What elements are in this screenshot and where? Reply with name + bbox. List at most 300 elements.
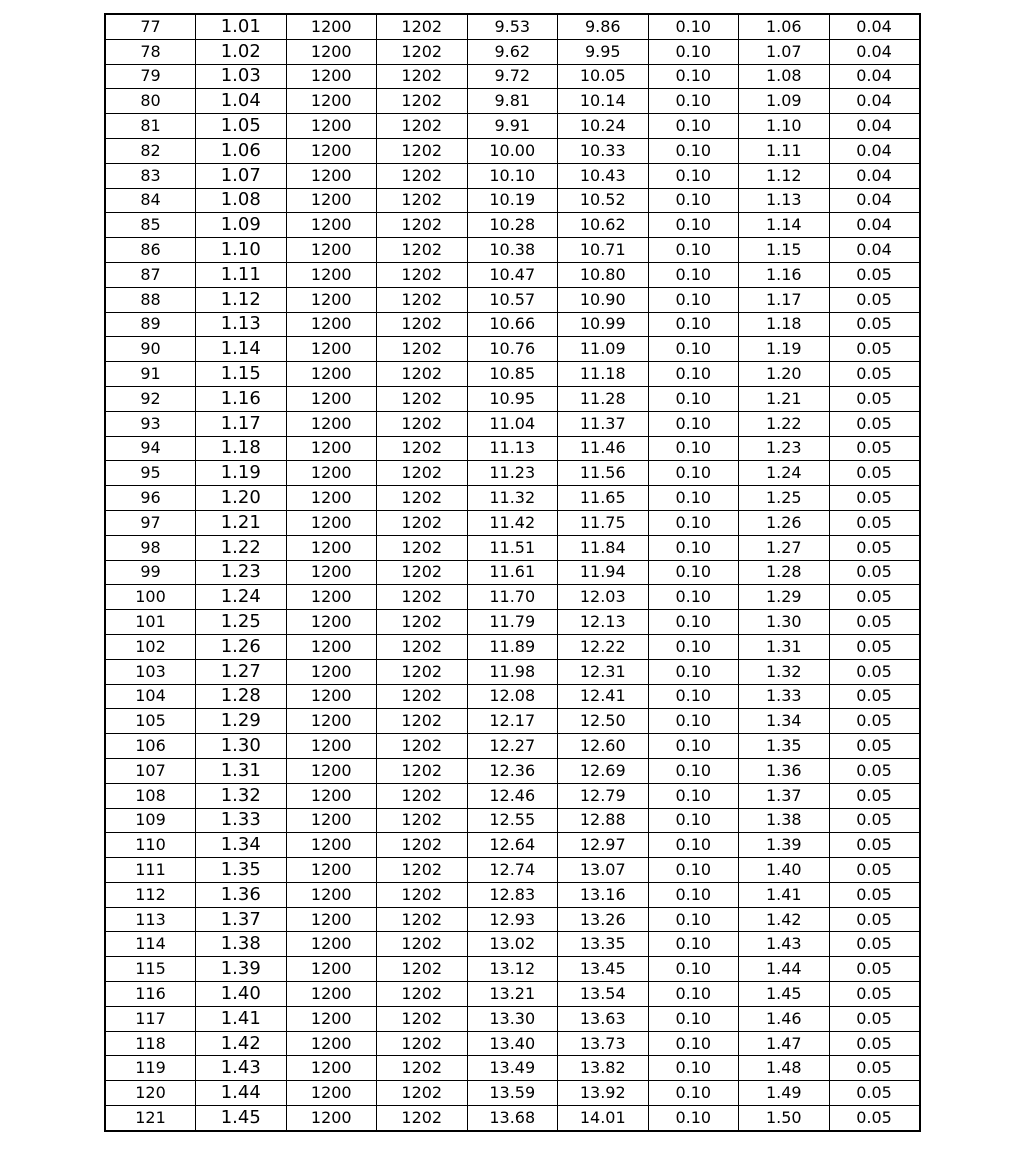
table-cell-col-4: 1202 (377, 560, 468, 585)
table-cell-col-6: 12.41 (558, 684, 649, 709)
table-cell-col-8: 1.48 (739, 1056, 830, 1081)
table-cell-col-9: 0.05 (829, 833, 920, 858)
table-cell-col-1: 102 (105, 634, 196, 659)
table-row (105, 510, 920, 535)
table-cell-col-8: 1.41 (739, 882, 830, 907)
table-row (105, 188, 920, 213)
table-cell-col-4: 1202 (377, 907, 468, 932)
table-cell-col-3: 1200 (286, 238, 377, 263)
table-cell-col-2: 1.39 (196, 957, 287, 982)
table-cell-col-8: 1.31 (739, 634, 830, 659)
table-cell-col-5: 11.51 (467, 535, 558, 560)
table-cell-col-4: 1202 (377, 982, 468, 1007)
table-cell-col-2: 1.32 (196, 783, 287, 808)
table-cell-col-5: 11.89 (467, 634, 558, 659)
table-cell-col-3: 1200 (286, 362, 377, 387)
table-cell-col-2: 1.09 (196, 213, 287, 238)
table-row (105, 362, 920, 387)
table-row (105, 312, 920, 337)
table-cell-col-8: 1.33 (739, 684, 830, 709)
table-cell-col-7: 0.10 (648, 535, 739, 560)
table-cell-col-9: 0.05 (829, 734, 920, 759)
table-cell-col-4: 1202 (377, 1006, 468, 1031)
table-cell-col-5: 13.21 (467, 982, 558, 1007)
table-cell-col-6: 12.50 (558, 709, 649, 734)
table-cell-col-9: 0.05 (829, 1031, 920, 1056)
table-cell-col-1: 91 (105, 362, 196, 387)
table-cell-col-1: 112 (105, 882, 196, 907)
table-row (105, 213, 920, 238)
table-cell-col-1: 119 (105, 1056, 196, 1081)
table-cell-col-1: 116 (105, 982, 196, 1007)
table-cell-col-7: 0.10 (648, 411, 739, 436)
table-cell-col-6: 12.31 (558, 659, 649, 684)
table-cell-col-5: 12.64 (467, 833, 558, 858)
table-cell-col-1: 77 (105, 14, 196, 39)
table-cell-col-7: 0.10 (648, 709, 739, 734)
table-cell-col-2: 1.01 (196, 14, 287, 39)
table-cell-col-2: 1.19 (196, 461, 287, 486)
table-cell-col-6: 11.94 (558, 560, 649, 585)
table-cell-col-6: 11.09 (558, 337, 649, 362)
table-cell-col-7: 0.10 (648, 758, 739, 783)
table-cell-col-9: 0.05 (829, 932, 920, 957)
table-cell-col-8: 1.13 (739, 188, 830, 213)
table-cell-col-2: 1.08 (196, 188, 287, 213)
table-cell-col-8: 1.42 (739, 907, 830, 932)
table-cell-col-3: 1200 (286, 386, 377, 411)
table-cell-col-2: 1.07 (196, 163, 287, 188)
table-cell-col-8: 1.27 (739, 535, 830, 560)
table-cell-col-4: 1202 (377, 808, 468, 833)
table-cell-col-5: 12.17 (467, 709, 558, 734)
table-cell-col-6: 13.45 (558, 957, 649, 982)
table-cell-col-6: 13.35 (558, 932, 649, 957)
table-cell-col-9: 0.05 (829, 510, 920, 535)
table-cell-col-7: 0.10 (648, 957, 739, 982)
table-cell-col-6: 12.79 (558, 783, 649, 808)
table-cell-col-3: 1200 (286, 461, 377, 486)
table-cell-col-8: 1.25 (739, 486, 830, 511)
table-cell-col-5: 13.12 (467, 957, 558, 982)
table-cell-col-1: 110 (105, 833, 196, 858)
table-cell-col-9: 0.04 (829, 188, 920, 213)
table-cell-col-4: 1202 (377, 858, 468, 883)
table-cell-col-3: 1200 (286, 213, 377, 238)
table-cell-col-7: 0.10 (648, 1056, 739, 1081)
table-cell-col-5: 11.13 (467, 436, 558, 461)
table-row (105, 411, 920, 436)
table-cell-col-8: 1.26 (739, 510, 830, 535)
table-cell-col-4: 1202 (377, 684, 468, 709)
table-cell-col-1: 118 (105, 1031, 196, 1056)
table-cell-col-6: 11.46 (558, 436, 649, 461)
table-cell-col-1: 84 (105, 188, 196, 213)
table-cell-col-1: 85 (105, 213, 196, 238)
table-cell-col-3: 1200 (286, 957, 377, 982)
table-cell-col-2: 1.14 (196, 337, 287, 362)
table-cell-col-5: 12.74 (467, 858, 558, 883)
table-cell-col-3: 1200 (286, 585, 377, 610)
table-cell-col-1: 104 (105, 684, 196, 709)
table-cell-col-4: 1202 (377, 262, 468, 287)
table-cell-col-6: 14.01 (558, 1106, 649, 1131)
table-cell-col-5: 10.57 (467, 287, 558, 312)
table-cell-col-2: 1.35 (196, 858, 287, 883)
table-cell-col-9: 0.05 (829, 585, 920, 610)
table-cell-col-5: 10.28 (467, 213, 558, 238)
table-cell-col-8: 1.22 (739, 411, 830, 436)
table-cell-col-4: 1202 (377, 783, 468, 808)
table-cell-col-9: 0.05 (829, 907, 920, 932)
table-cell-col-8: 1.29 (739, 585, 830, 610)
table-row (105, 461, 920, 486)
table-cell-col-6: 10.52 (558, 188, 649, 213)
table-cell-col-6: 13.16 (558, 882, 649, 907)
table-cell-col-6: 11.37 (558, 411, 649, 436)
table-cell-col-8: 1.49 (739, 1081, 830, 1106)
table-cell-col-7: 0.10 (648, 585, 739, 610)
table-cell-col-3: 1200 (286, 312, 377, 337)
table-cell-col-4: 1202 (377, 486, 468, 511)
table-cell-col-1: 120 (105, 1081, 196, 1106)
table-cell-col-1: 79 (105, 64, 196, 89)
table-cell-col-1: 78 (105, 39, 196, 64)
table-row (105, 734, 920, 759)
table-cell-col-7: 0.10 (648, 39, 739, 64)
table-cell-col-9: 0.05 (829, 982, 920, 1007)
table-cell-col-6: 11.65 (558, 486, 649, 511)
table-cell-col-8: 1.44 (739, 957, 830, 982)
table-cell-col-7: 0.10 (648, 982, 739, 1007)
table-cell-col-7: 0.10 (648, 907, 739, 932)
table-cell-col-5: 13.49 (467, 1056, 558, 1081)
table-cell-col-5: 11.23 (467, 461, 558, 486)
table-cell-col-5: 9.81 (467, 89, 558, 114)
table-row (105, 833, 920, 858)
table-cell-col-1: 95 (105, 461, 196, 486)
table-cell-col-9: 0.05 (829, 659, 920, 684)
table-cell-col-2: 1.28 (196, 684, 287, 709)
table-row (105, 64, 920, 89)
table-cell-col-9: 0.05 (829, 783, 920, 808)
table-cell-col-5: 10.76 (467, 337, 558, 362)
table-cell-col-8: 1.06 (739, 14, 830, 39)
table-cell-col-2: 1.26 (196, 634, 287, 659)
table-cell-col-2: 1.12 (196, 287, 287, 312)
table-cell-col-4: 1202 (377, 932, 468, 957)
table-cell-col-1: 89 (105, 312, 196, 337)
table-cell-col-9: 0.05 (829, 560, 920, 585)
table-cell-col-7: 0.10 (648, 932, 739, 957)
table-row (105, 634, 920, 659)
table-row (105, 1106, 920, 1131)
table-cell-col-2: 1.10 (196, 238, 287, 263)
table-cell-col-2: 1.17 (196, 411, 287, 436)
table-cell-col-7: 0.10 (648, 1106, 739, 1131)
table-cell-col-2: 1.43 (196, 1056, 287, 1081)
table-cell-col-1: 114 (105, 932, 196, 957)
table-cell-col-9: 0.05 (829, 386, 920, 411)
table-cell-col-4: 1202 (377, 634, 468, 659)
table-cell-col-7: 0.10 (648, 287, 739, 312)
table-cell-col-2: 1.05 (196, 114, 287, 139)
table-cell-col-6: 11.75 (558, 510, 649, 535)
table-cell-col-8: 1.37 (739, 783, 830, 808)
table-cell-col-3: 1200 (286, 411, 377, 436)
table-cell-col-3: 1200 (286, 138, 377, 163)
table-cell-col-7: 0.10 (648, 1006, 739, 1031)
table-cell-col-4: 1202 (377, 312, 468, 337)
table-cell-col-1: 107 (105, 758, 196, 783)
table-cell-col-4: 1202 (377, 14, 468, 39)
table-cell-col-3: 1200 (286, 1056, 377, 1081)
table-row (105, 709, 920, 734)
table-cell-col-7: 0.10 (648, 188, 739, 213)
table-cell-col-8: 1.30 (739, 610, 830, 635)
table-cell-col-9: 0.05 (829, 1056, 920, 1081)
table-cell-col-6: 12.13 (558, 610, 649, 635)
table-cell-col-8: 1.18 (739, 312, 830, 337)
table-cell-col-5: 13.40 (467, 1031, 558, 1056)
table-cell-col-1: 121 (105, 1106, 196, 1131)
table-row (105, 808, 920, 833)
table-cell-col-9: 0.04 (829, 39, 920, 64)
table-cell-col-3: 1200 (286, 659, 377, 684)
table-cell-col-9: 0.05 (829, 337, 920, 362)
table-cell-col-4: 1202 (377, 188, 468, 213)
table-cell-col-7: 0.10 (648, 634, 739, 659)
table-cell-col-3: 1200 (286, 808, 377, 833)
table-cell-col-8: 1.50 (739, 1106, 830, 1131)
table-cell-col-8: 1.07 (739, 39, 830, 64)
table-cell-col-9: 0.05 (829, 634, 920, 659)
table-cell-col-6: 11.18 (558, 362, 649, 387)
table-cell-col-9: 0.04 (829, 163, 920, 188)
table-row (105, 1006, 920, 1031)
table-cell-col-1: 109 (105, 808, 196, 833)
table-cell-col-6: 12.22 (558, 634, 649, 659)
table-cell-col-5: 11.70 (467, 585, 558, 610)
table-row (105, 1081, 920, 1106)
table-cell-col-6: 10.71 (558, 238, 649, 263)
table-cell-col-8: 1.15 (739, 238, 830, 263)
table-cell-col-4: 1202 (377, 89, 468, 114)
table-cell-col-8: 1.09 (739, 89, 830, 114)
table-cell-col-4: 1202 (377, 461, 468, 486)
table-cell-col-4: 1202 (377, 39, 468, 64)
table-cell-col-5: 10.95 (467, 386, 558, 411)
table-cell-col-7: 0.10 (648, 734, 739, 759)
table-cell-col-2: 1.24 (196, 585, 287, 610)
table-cell-col-9: 0.05 (829, 858, 920, 883)
table-cell-col-7: 0.10 (648, 783, 739, 808)
table-cell-col-1: 115 (105, 957, 196, 982)
table-cell-col-7: 0.10 (648, 386, 739, 411)
table-cell-col-8: 1.40 (739, 858, 830, 883)
table-cell-col-5: 10.66 (467, 312, 558, 337)
table-cell-col-3: 1200 (286, 734, 377, 759)
data-table (104, 13, 921, 1132)
table-cell-col-9: 0.04 (829, 238, 920, 263)
table-row (105, 287, 920, 312)
table-cell-col-6: 13.73 (558, 1031, 649, 1056)
table-cell-col-5: 12.08 (467, 684, 558, 709)
table-cell-col-9: 0.05 (829, 882, 920, 907)
table-cell-col-8: 1.21 (739, 386, 830, 411)
table-cell-col-8: 1.10 (739, 114, 830, 139)
table-cell-col-4: 1202 (377, 585, 468, 610)
table-cell-col-2: 1.21 (196, 510, 287, 535)
table-cell-col-2: 1.45 (196, 1106, 287, 1131)
table-cell-col-4: 1202 (377, 882, 468, 907)
table-cell-col-7: 0.10 (648, 833, 739, 858)
table-cell-col-1: 86 (105, 238, 196, 263)
table-cell-col-2: 1.40 (196, 982, 287, 1007)
table-row (105, 114, 920, 139)
table-row (105, 982, 920, 1007)
table-cell-col-9: 0.05 (829, 957, 920, 982)
table-cell-col-2: 1.13 (196, 312, 287, 337)
table-cell-col-5: 9.72 (467, 64, 558, 89)
table-cell-col-5: 12.27 (467, 734, 558, 759)
table-cell-col-4: 1202 (377, 138, 468, 163)
table-row (105, 163, 920, 188)
table-cell-col-7: 0.10 (648, 362, 739, 387)
table-cell-col-4: 1202 (377, 213, 468, 238)
table-cell-col-3: 1200 (286, 907, 377, 932)
table-cell-col-1: 100 (105, 585, 196, 610)
table-cell-col-3: 1200 (286, 486, 377, 511)
table-cell-col-9: 0.05 (829, 610, 920, 635)
table-cell-col-6: 11.84 (558, 535, 649, 560)
table-cell-col-1: 101 (105, 610, 196, 635)
table-cell-col-3: 1200 (286, 709, 377, 734)
table-cell-col-4: 1202 (377, 758, 468, 783)
table-cell-col-1: 90 (105, 337, 196, 362)
table-cell-col-6: 12.88 (558, 808, 649, 833)
table-cell-col-9: 0.05 (829, 1106, 920, 1131)
table-cell-col-6: 12.60 (558, 734, 649, 759)
table-cell-col-5: 10.38 (467, 238, 558, 263)
table-cell-col-3: 1200 (286, 1006, 377, 1031)
table-row (105, 882, 920, 907)
table-cell-col-4: 1202 (377, 659, 468, 684)
table-cell-col-9: 0.05 (829, 758, 920, 783)
table-cell-col-7: 0.10 (648, 213, 739, 238)
table-row (105, 1031, 920, 1056)
table-cell-col-1: 92 (105, 386, 196, 411)
table-cell-col-2: 1.20 (196, 486, 287, 511)
table-cell-col-7: 0.10 (648, 262, 739, 287)
table-body (105, 14, 920, 1131)
table-cell-col-7: 0.10 (648, 436, 739, 461)
table-cell-col-8: 1.17 (739, 287, 830, 312)
table-cell-col-6: 13.07 (558, 858, 649, 883)
table-row (105, 610, 920, 635)
table-row (105, 758, 920, 783)
table-cell-col-3: 1200 (286, 882, 377, 907)
table-cell-col-3: 1200 (286, 634, 377, 659)
table-cell-col-2: 1.15 (196, 362, 287, 387)
table-cell-col-6: 10.62 (558, 213, 649, 238)
table-cell-col-5: 9.53 (467, 14, 558, 39)
table-cell-col-9: 0.05 (829, 1006, 920, 1031)
table-cell-col-8: 1.43 (739, 932, 830, 957)
table-cell-col-1: 111 (105, 858, 196, 883)
table-cell-col-2: 1.06 (196, 138, 287, 163)
table-cell-col-5: 10.19 (467, 188, 558, 213)
table-cell-col-1: 83 (105, 163, 196, 188)
table-cell-col-6: 9.95 (558, 39, 649, 64)
table-cell-col-1: 105 (105, 709, 196, 734)
table-cell-col-6: 10.14 (558, 89, 649, 114)
table-cell-col-5: 12.46 (467, 783, 558, 808)
table-cell-col-6: 12.97 (558, 833, 649, 858)
table-cell-col-2: 1.41 (196, 1006, 287, 1031)
table-cell-col-5: 13.59 (467, 1081, 558, 1106)
table-cell-col-8: 1.36 (739, 758, 830, 783)
table-cell-col-4: 1202 (377, 1081, 468, 1106)
table-cell-col-8: 1.47 (739, 1031, 830, 1056)
table-cell-col-2: 1.27 (196, 659, 287, 684)
table-cell-col-7: 0.10 (648, 610, 739, 635)
table-row (105, 585, 920, 610)
table-cell-col-5: 12.55 (467, 808, 558, 833)
table-cell-col-7: 0.10 (648, 114, 739, 139)
table-cell-col-9: 0.04 (829, 213, 920, 238)
table-cell-col-8: 1.32 (739, 659, 830, 684)
table-cell-col-9: 0.05 (829, 535, 920, 560)
table-cell-col-3: 1200 (286, 39, 377, 64)
table-cell-col-7: 0.10 (648, 560, 739, 585)
table-cell-col-6: 13.54 (558, 982, 649, 1007)
table-cell-col-1: 113 (105, 907, 196, 932)
table-cell-col-4: 1202 (377, 411, 468, 436)
table-cell-col-5: 11.42 (467, 510, 558, 535)
table-cell-col-5: 13.68 (467, 1106, 558, 1131)
table-cell-col-4: 1202 (377, 1106, 468, 1131)
table-cell-col-8: 1.24 (739, 461, 830, 486)
table-cell-col-5: 10.10 (467, 163, 558, 188)
table-cell-col-2: 1.03 (196, 64, 287, 89)
table-cell-col-6: 11.56 (558, 461, 649, 486)
table-cell-col-6: 10.24 (558, 114, 649, 139)
table-cell-col-9: 0.05 (829, 1081, 920, 1106)
table-cell-col-6: 12.69 (558, 758, 649, 783)
table-cell-col-4: 1202 (377, 535, 468, 560)
table-cell-col-3: 1200 (286, 1031, 377, 1056)
table-cell-col-5: 11.32 (467, 486, 558, 511)
table-cell-col-1: 98 (105, 535, 196, 560)
table-cell-col-8: 1.19 (739, 337, 830, 362)
table-cell-col-3: 1200 (286, 188, 377, 213)
table-row (105, 436, 920, 461)
table-cell-col-4: 1202 (377, 238, 468, 263)
table-cell-col-1: 80 (105, 89, 196, 114)
table-cell-col-1: 106 (105, 734, 196, 759)
table-cell-col-4: 1202 (377, 436, 468, 461)
table-cell-col-2: 1.38 (196, 932, 287, 957)
table-cell-col-3: 1200 (286, 610, 377, 635)
table-cell-col-3: 1200 (286, 337, 377, 362)
table-cell-col-8: 1.28 (739, 560, 830, 585)
table-cell-col-7: 0.10 (648, 89, 739, 114)
table-cell-col-3: 1200 (286, 535, 377, 560)
table-cell-col-6: 13.92 (558, 1081, 649, 1106)
table-cell-col-5: 10.00 (467, 138, 558, 163)
table-cell-col-5: 11.98 (467, 659, 558, 684)
